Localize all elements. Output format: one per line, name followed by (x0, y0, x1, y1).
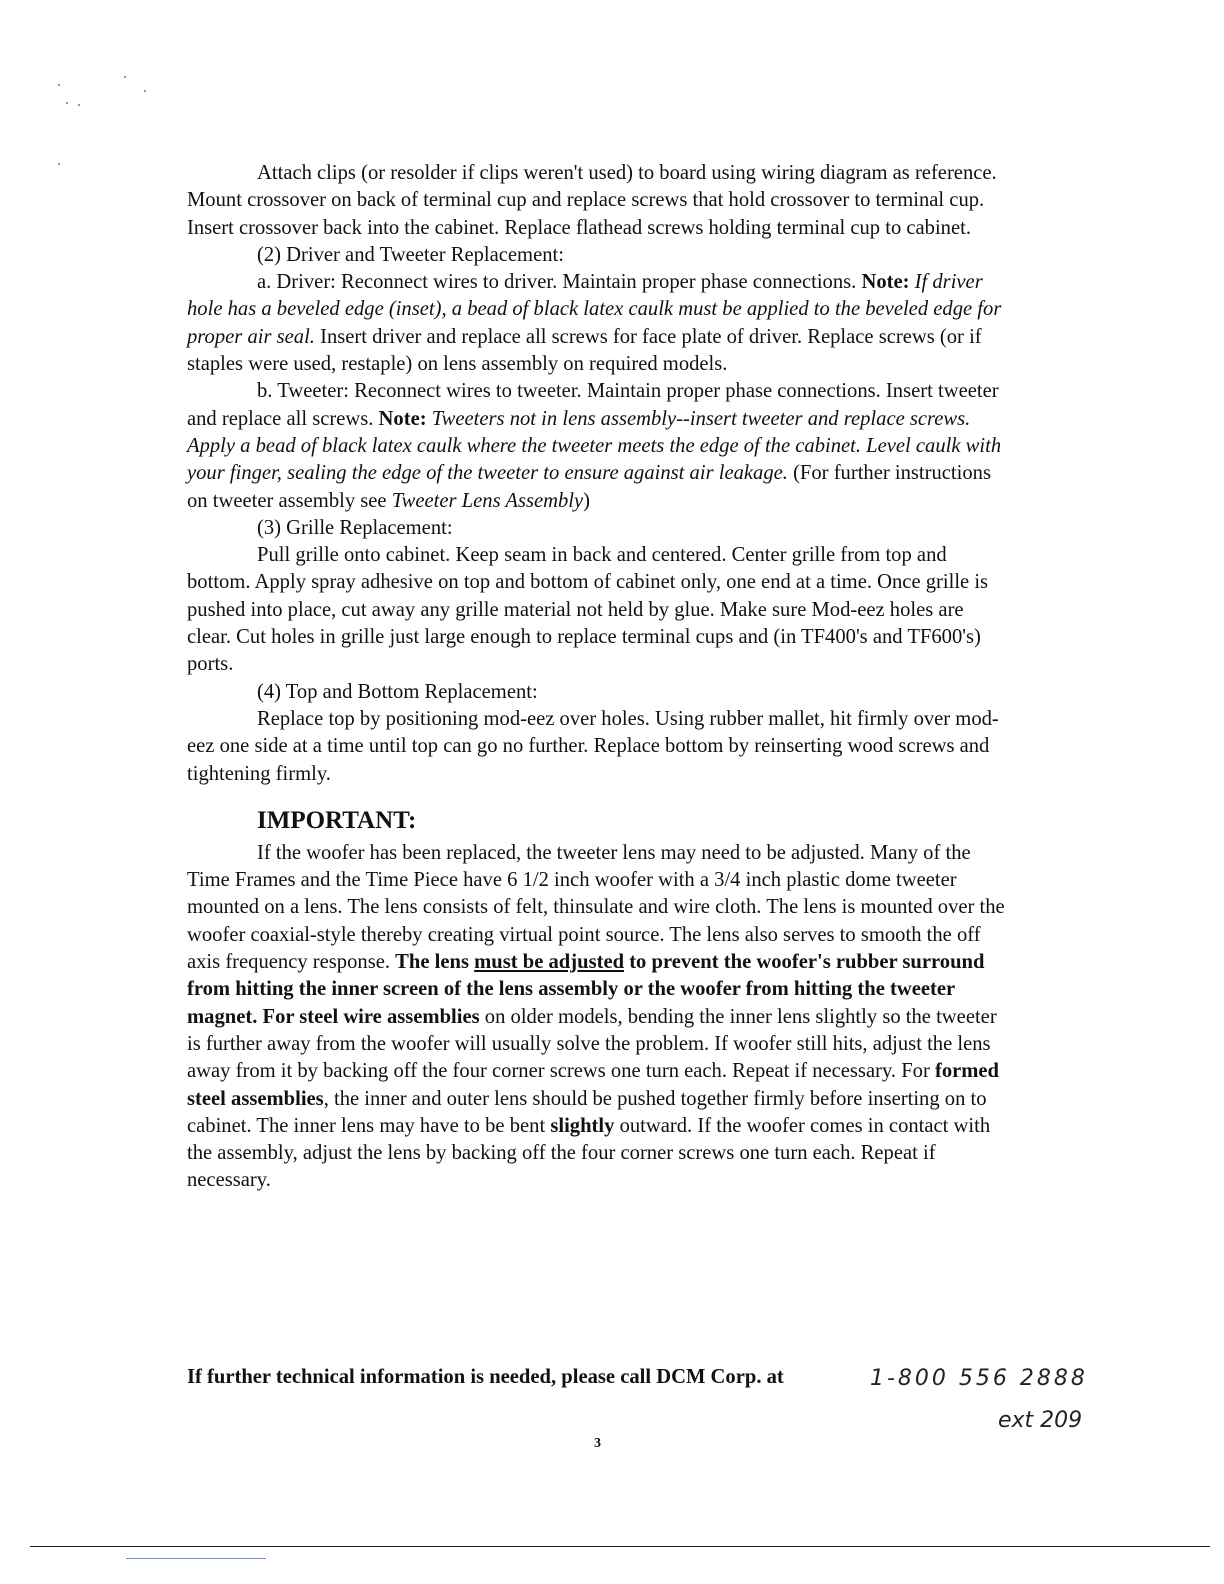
important-text-4: outward. If the woofer comes in contact with the assembly, adjust the lens by backing off the four corner screws one turn each. Repeat if necessary. (187, 1114, 991, 1192)
must-be-adjusted: must be adjusted (474, 951, 625, 974)
tweeter-tail-close: ) (583, 489, 591, 512)
bottom-rule (30, 1546, 1210, 1547)
blue-rule (126, 1558, 266, 1559)
contact-line: If further technical information is needed, please call DCM Corp. at (187, 1366, 784, 1388)
section-4-heading: (4) Top and Bottom Replacement: (257, 680, 538, 703)
driver-rest: Insert driver and replace all screws for face plate of driver. Replace screws (or if staples were used, restaple) on lens assembly on required models. (187, 325, 982, 376)
page-number: 3 (594, 1436, 601, 1451)
scan-speck (144, 90, 146, 92)
scan-speck (78, 104, 80, 106)
important-text-1: If the woofer has been replaced, the tweeter lens may need to be adjusted. Many of the Time Frames and the Time Piece have 6 1/2 inch woofer with a 3/4 inch plastic dome tweeter mounted on a lens. The lens consists of felt, thinsulate and wire cloth. The lens is mounted over the woofer coaxial-style thereby creating virtual point source. The lens also serves to smooth the off axis frequency response. (187, 841, 1005, 974)
scan-speck (58, 163, 60, 165)
crossover-paragraph: Attach clips (or resolder if clips weren't used) to board using wiring diagram as reference. Mount crossover on back of terminal cup and replace screws that hold crossover to terminal cup. Insert crossover back into the cabinet. Replace flathead screws holding terminal cup to cabinet. (187, 162, 997, 239)
important-paragraph (187, 840, 1009, 1195)
important-text-3: , the inner and outer lens should be pushed together firmly before inserting on to cabinet. The inner lens may have to be bent (187, 1087, 987, 1137)
instructions-body (187, 160, 1009, 1195)
tweeter-lens-reference: Tweeter Lens Assembly (391, 489, 584, 512)
formed-steel-assemblies: formed steel assemblies (187, 1060, 1000, 1110)
driver-paragraph (187, 269, 1009, 378)
slightly-emphasis: slightly (550, 1114, 615, 1137)
tweeter-note: Tweeters not in lens assembly--insert tweeter and replace screws. Apply a bead of black latex caulk where the tweeter meets the edge of the cabinet. Level caulk with your finger, sealing the edge of the tweeter to ensure against air leakage. (187, 407, 1002, 485)
grille-paragraph: Pull grille onto cabinet. Keep seam in back and centered. Center grille from top and bottom. Apply spray adhesive on top and bottom of cabinet only, one end at a time. Once grille is pushed into place, cut away any grille material not held by glue. Make sure Mod-eez holes are clear. Cut holes in grille just large enough to replace terminal cups and (in TF400's and TF600's) ports. (187, 544, 989, 676)
important-text-2: on older models, bending the inner lens slightly so the tweeter is further away from the woofer will usually solve the problem. If woofer still hits, adjust the lens away from it by backing off the four corner screws one turn each. Repeat if necessary. For (187, 1005, 997, 1083)
section-2-heading: (2) Driver and Tweeter Replacement: (257, 243, 564, 266)
section-3-heading: (3) Grille Replacement: (257, 516, 453, 539)
tweeter-lead: b. Tweeter: Reconnect wires to tweeter. Maintain proper phase connections. Insert tweeter and replace all screws. (187, 380, 999, 430)
handwritten-phone: 1-800 556 2888 (870, 1366, 1088, 1391)
note-label: Note: (861, 271, 910, 294)
scan-speck (124, 76, 126, 78)
important-heading: IMPORTANT: (257, 806, 417, 834)
scan-speck (58, 84, 60, 86)
scan-speck (66, 102, 68, 104)
tweeter-tail: (For further instructions on tweeter assembly see (187, 462, 991, 512)
important-bold-2: to prevent the woofer's rubber surround from hitting the inner screen of the lens assembly or the woofer from hitting the tweeter magnet. For steel wire assemblies (187, 951, 985, 1028)
tweeter-paragraph (187, 378, 1009, 514)
note-label: Note: (378, 407, 427, 430)
handwritten-extension: ext 209 (998, 1408, 1083, 1433)
important-bold-1: The lens (395, 951, 469, 974)
driver-note: If driver hole has a beveled edge (inset), a bead of black latex caulk must be applied to the beveled edge for proper air seal. (187, 271, 1002, 348)
driver-lead: a. Driver: Reconnect wires to driver. Maintain proper phase connections. (257, 271, 857, 294)
top-bottom-paragraph: Replace top by positioning mod-eez over holes. Using rubber mallet, hit firmly over mod-eez one side at a time until top can go no further. Replace bottom by reinserting wood screws and tightening firmly. (187, 707, 999, 785)
